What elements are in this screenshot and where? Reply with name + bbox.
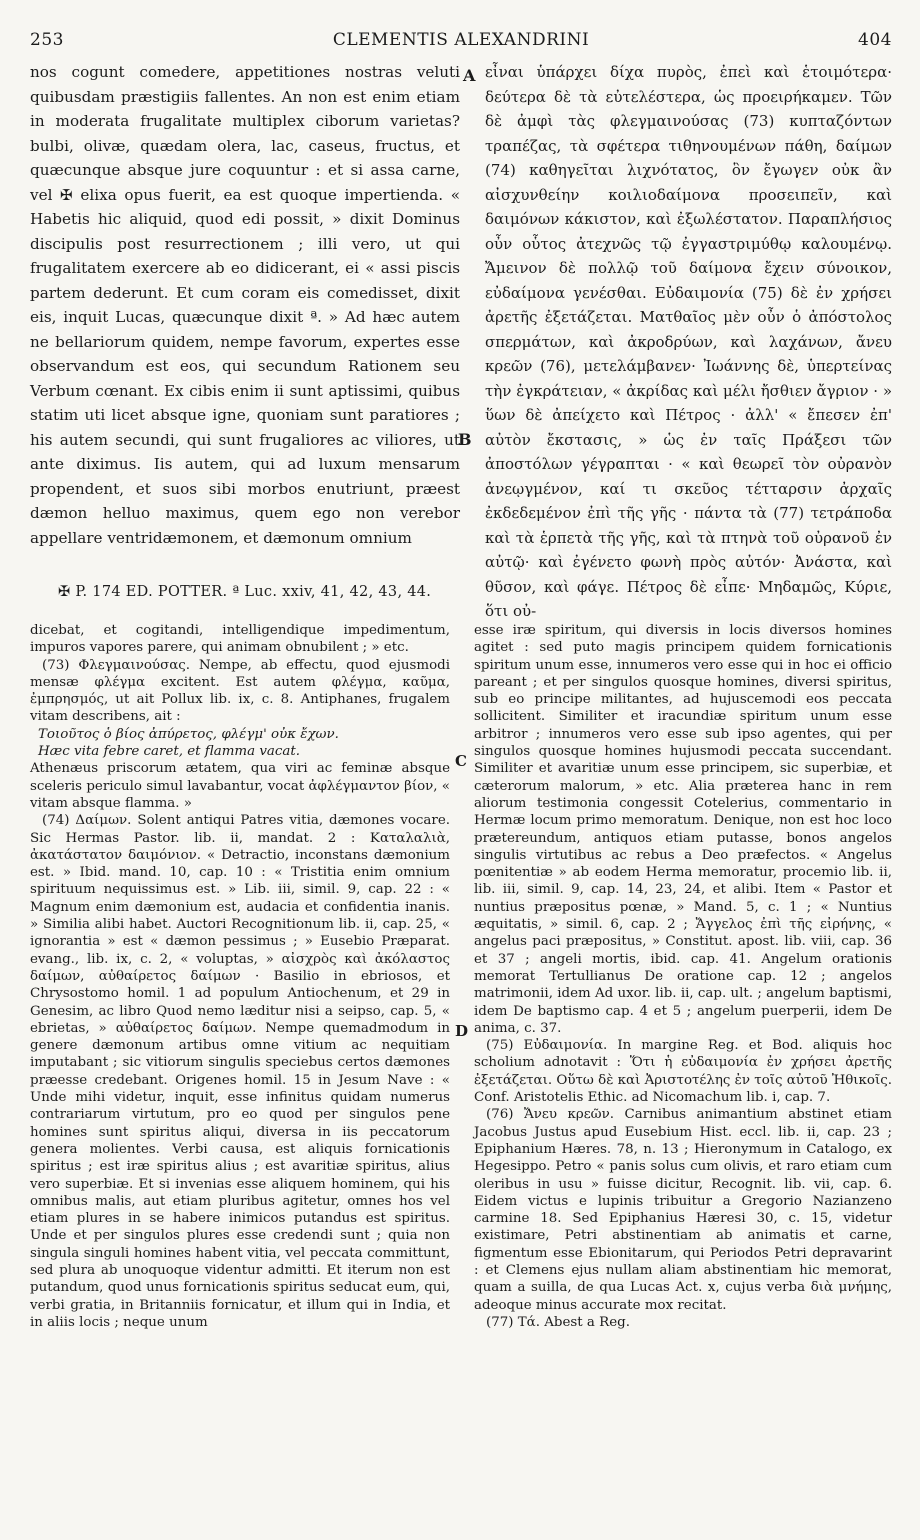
margin-letter-b: B	[458, 430, 472, 449]
page-number-left: 253	[30, 30, 64, 50]
note-paragraph: (73) Φλεγμαινούσας. Nempe, ab effectu, quod ejusmodi mensæ φλέγμα excitent. Est autem φλέγμα, καῦμα, ἐμπρησμός, ut ait Pollux lib. ix, c. 8. Antiphanes, frugalem vitam describens, ait :	[30, 657, 450, 725]
margin-letter-a: A	[463, 66, 476, 85]
running-header	[30, 30, 892, 54]
margin-letter-c: C	[455, 752, 467, 770]
reference-line: ✠ P. 174 ED. POTTER. ª Luc. xxiv, 41, 42, 43, 44.	[58, 584, 432, 600]
note-paragraph: (74) Δαίμων. Solent antiqui Patres vitia, dæmones vocare. Sic Hermas Pastor. lib. ii, mandat. 2 : Καταλαλιὰ, ἀκατάστατον δαιμόνιον. « Detractio, inconstans dæmonium est. » Ibid. mand. 10, cap. 10 : « Tristitia enim omnium spirituum nequissimus est. » Lib. iii, simil. 9, cap. 22 : « Magnum enim dæmonium est, audacia et confidentia inanis. » Similia alibi habet. Auctori Recognitionum lib. ii, cap. 25, « ignorantia » est « dæmon pessimus ; » Eusebio Præparat. evang., lib. ix, c. 2, « voluptas, » αἰσχρὸς καὶ ἀκόλαστος δαίμων, αὐθαίρετος δαίμων · Basilio in ebriosos, et Chrysostomo homil. 1 ad populum Antiochenum, et 29 in Genesim, ac libro Quod nemo læditur nisi a seipso, cap. 5, « ebrietas, » αὐθαίρετος δαίμων. Nempe quemadmodum in genere dæmonum artibus omne vitium ac nequitiam imputabant ; sic vitiorum singulis speciebus certos dæmones præesse credebant. Origenes homil. 15 in Jesum Nave : « Unde mihi videtur, inquit, esse infinitus quidam numerus contrariarum virtutum, pro eo quod per singulos pene homines sunt spiritus aliqui, diversa in iis peccatorum genera molientes. Verbi causa, est aliquis fornicationis spiritus ; est iræ spiritus alius ; est avaritiæ spiritus, alius vero superbiæ. Et si invenias esse aliquem hominem, qui his omnibus malis, aut etiam pluribus agitetur, omnes hos vel etiam plures in se habere inimicos putandus est spiritus. Unde et per singulos plures esse credendi sunt ; quia non singula singuli homines habent vitia, vel peccata committunt, sed plura ab unoquoque videntur admitti. Et iterum non est putandum, quod unus fornicationis spiritus seducat eum, qui, verbi gratia, in Britanniis fornicatur, et illum qui in India, et in aliis locis ; neque unum	[30, 813, 450, 1330]
notes-left-column	[30, 622, 450, 1331]
page-number-right: 404	[858, 30, 892, 50]
note-paragraph: dicebat, et cogitandi, intelligendique impedimentum, impuros vapores parere, qui animam obnubilent ; » etc.	[30, 623, 450, 656]
note-paragraph: (77) Τά. Abest a Reg.	[486, 1314, 630, 1330]
verse-latin: Hæc vita febre caret, et flamma vacat.	[38, 744, 301, 760]
verse-greek: Τοιοῦτος ὁ βίος ἀπύρετος, φλέγμ' οὐκ ἔχων.	[38, 726, 339, 742]
note-paragraph: Athenæus priscorum ætatem, qua viri ac feminæ absque sceleris periculo simul lavabantur, vocat ἀφλέγμαντον βίον, « vitam absque flamma. »	[30, 761, 450, 811]
running-title: CLEMENTIS ALEXANDRINI	[332, 30, 590, 50]
note-paragraph: (76) Ἄνευ κρεῶν. Carnibus animantium abstinet etiam Jacobus Justus apud Eusebium Hist. eccl. lib. ii, cap. 23 ; Epiphanium Hæres. 78, n. 13 ; Hieronymum in Catalogo, ex Hegesippo. Petro « panis solus cum olivis, et raro etiam cum oleribus in usu » fuisse dicitur, Recognit. lib. vii, cap. 6. Eidem victus e lupinis tribuitur a Gregorio Nazianzeno carmine 18. Sed Epiphanius Hæresi 30, c. 15, videtur existimare, Petri abstinentiam ab animatis et carne, figmentum esse Ebionitarum, qui Periodos Petri depravarint : et Clemens ejus nullam aliam abstinentiam hic memorat, quam a suilla, de qua Lucas Act. x, cujus verba διὰ μνήμης, adeoque minus accurate mox recitat.	[474, 1107, 892, 1313]
greek-column: εἶναι ὑπάρχει δίχα πυρὸς, ἐπεὶ καὶ ἑτοιμότερα· δεύτερα δὲ τὰ εὐτελέστερα, ὡς προειρήκαμεν. Τῶν δὲ ἀμφὶ τὰς φλεγμαινούσας (73) κυπταζόντων τραπέζας, τὰ σφέτερα τιθηνουμένων πάθη, δαίμων (74) καθηγεῖται λιχνότατος, ὃν ἔγωγεν οὐκ ἂν αἰσχυνθείην κοιλιοδαίμονα προσειπεῖν, καὶ δαιμόνων κάκιστον, καὶ ἐξωλέστατον. Παραπλήσιος οὖν οὗτος ἀτεχνῶς τῷ ἐγγαστριμύθῳ καλουμένῳ. Ἄμεινον δὲ πολλῷ τοῦ δαίμονα ἔχειν σύνοικον, εὐδαίμονα γενέσθαι. Εὐδαιμονία (75) δὲ ἐν χρήσει ἀρετῆς ἐξετάζεται. Ματθαῖος μὲν οὖν ὁ ἀπόστολος σπερμάτων, καὶ ἀκροδρύων, καὶ λαχάνων, ἄνευ κρεῶν (76), μετελάμβανεν· Ἰωάννης δὲ, ὑπερτείνας τὴν ἐγκράτειαν, « ἀκρίδας καὶ μέλι ἤσθιεν ἄγριον · » ὕων δὲ ἀπείχετο καὶ Πέτρος · ἀλλ' « ἔπεσεν ἐπ' αὐτὸν ἔκστασις, » ὡς ἐν ταῖς Πράξεσι τῶν ἀποστόλων γέγραπται · « καὶ θεωρεῖ τὸν οὐρανὸν ἀνεῳγμένον, καί τι σκεῦος τέτταρσιν ἀρχαῖς ἐκδεδεμένον ἐπὶ τῆς γῆς · πάντα τὰ (77) τετράποδα καὶ τὰ ἑρπετὰ τῆς γῆς, καὶ τὰ πτηνὰ τοῦ οὐρανοῦ ἐν αὐτῷ· καὶ ἐγένετο φωνὴ πρὸς αὐτόν· Ἀνάστα, καὶ θῦσον, καὶ φάγε. Πέτρος δὲ εἶπε· Μηδαμῶς, Κύριε, ὅτι οὐ-	[485, 63, 892, 620]
notes-right-column	[474, 622, 892, 1331]
margin-letter-d: D	[455, 1022, 469, 1040]
latin-column: nos cogunt comedere, appetitiones nostras veluti quibusdam præstigiis fallentes. An non est enim etiam in moderata frugalitate multiplex ciborum varietas? bulbi, olivæ, quædam olera, lac, caseus, fructus, et quæcunque absque jure coquuntur : et si assa carne, vel ✠ elixa opus fuerit, ea est quoque impertienda. « Habetis hic aliquid, quod edi possit, » dixit Dominus discipulis post resurrectionem ; illi vero, ut qui frugalitatem exercere ab eo didicerant, ei « assi piscis partem dederunt. Et cum coram eis comedisset, dixit eis, inquit Lucas, quæcunque dixit ª. » Ad hæc autem ne bellariorum quidem, nempe favorum, expertes esse observandum est eos, qui secundum Rationem seu Verbum cœnant. Ex cibis enim ii sunt aptissimi, quibus statim uti licet absque igne, quoniam sunt paratiores ; his autem secundi, qui sunt frugaliores ac viliores, ut ante diximus. Iis autem, qui ad luxum mensarum propendent, et suos sibi morbos enutriunt, præest dæmon helluo maximus, quem ego non verebor appellare ventridæmonem, et dæmonum omnium	[30, 63, 460, 547]
note-paragraph: (75) Εὐδαιμονία. In margine Reg. et Bod. aliquis hoc scholium adnotavit : Ὅτι ἡ εὐδαιμονία ἐν χρήσει ἀρετῆς ἐξετάζεται. Οὕτω δὲ καὶ Ἀριστοτέλης ἐν τοῖς αὐτοῦ Ἠθικοῖς. Conf. Aristotelis Ethic. ad Nicomachum lib. i, cap. 7.	[474, 1038, 892, 1106]
note-paragraph: esse iræ spiritum, qui diversis in locis diversos homines agitet : sed puto magis principem quidem fornicationis spiritum unum esse, innumeros vero esse qui in hoc ei officio pareant ; et per singulos quosque homines, diversi spiritus, sub eo principe militantes, ad hujuscemodi eos peccata sollicitent. Similiter et iracundiæ spiritum unum esse arbitror ; innumeros vero esse sub ipso agentes, qui per singulos quosque homines hujusmodi peccata succendant. Similiter et avaritiæ unum esse principem, sic superbiæ, et cæterorum malorum, » etc. Alia præterea hanc in rem aliorum testimonia congessit Cotelerius, commentario in Hermæ locum primo memoratum. Denique, non est hoc loco prætereundum, antiquos etiam putasse, bonos angelos singulis virtutibus ac rebus a Deo præfectos. « Angelus pœnitentiæ » ab eodem Herma memoratur, procemio lib. ii, lib. iii, simil. 9, cap. 14, 23, 24, et alibi. Item « Pastor et nuntius præpositus pœnæ, » Mand. 5, c. 1 ; « Nuntius æquitatis, » simil. 6, cap. 2 ; Ἄγγελος ἐπὶ τῆς εἰρήνης, « angelus paci præpositus, » Constitut. apost. lib. viii, cap. 36 et 37 ; angeli mortis, ibid. cap. 41. Angelum orationis memorat Tertullianus De oratione cap. 12 ; angelos matrimonii, idem Ad uxor. lib. ii, cap. ult. ; angelum baptismi, idem De baptismo cap. 4 et 5 ; angelum puerperii, idem De anima, c. 37.	[474, 623, 892, 1036]
